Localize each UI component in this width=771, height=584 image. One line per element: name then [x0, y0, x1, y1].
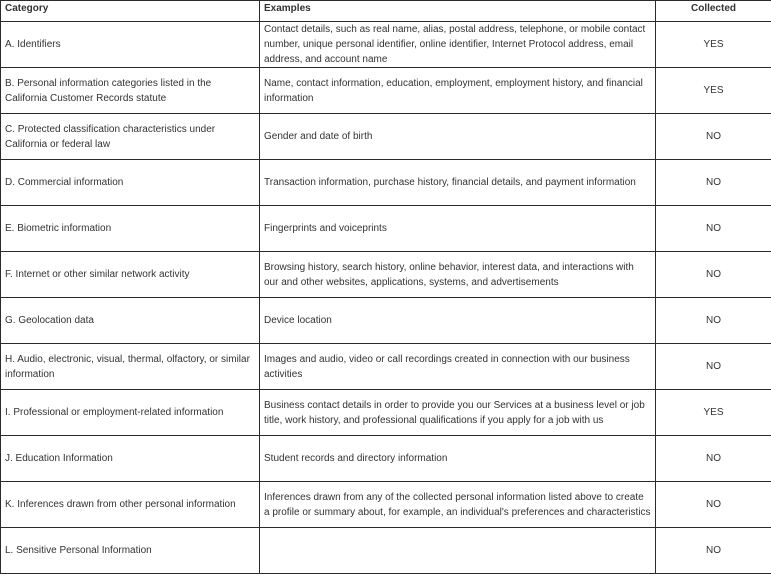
examples-cell: Business contact details in order to provide you our Services at a business level or job title, work history, and professional qualifications if you apply for a job with us: [260, 390, 656, 436]
category-cell: G. Geolocation data: [1, 298, 260, 344]
examples-cell: Fingerprints and voiceprints: [260, 206, 656, 252]
collected-cell: YES: [656, 68, 771, 114]
examples-cell: Inferences drawn from any of the collected personal information listed above to create a profile or summary about, for example, an individual's preferences and characteristics: [260, 482, 656, 528]
examples-cell: [260, 528, 656, 574]
collected-cell: YES: [656, 22, 771, 68]
category-cell: H. Audio, electronic, visual, thermal, olfactory, or similar information: [1, 344, 260, 390]
table-row: [1, 528, 771, 574]
category-cell: F. Internet or other similar network activity: [1, 252, 260, 298]
category-cell: J. Education Information: [1, 436, 260, 482]
examples-cell: Gender and date of birth: [260, 114, 656, 160]
collected-cell: NO: [656, 482, 771, 528]
table-row: [1, 206, 771, 252]
collected-cell: NO: [656, 344, 771, 390]
category-cell: C. Protected classification characteristics under California or federal law: [1, 114, 260, 160]
collected-cell: NO: [656, 528, 771, 574]
category-cell: K. Inferences drawn from other personal information: [1, 482, 260, 528]
collected-column-header: Collected: [656, 1, 771, 22]
collected-cell: NO: [656, 206, 771, 252]
category-cell: B. Personal information categories listed in the California Customer Records statute: [1, 68, 260, 114]
examples-cell: Browsing history, search history, online behavior, interest data, and interactions with our and other websites, applications, systems, and advertisements: [260, 252, 656, 298]
collected-cell: NO: [656, 160, 771, 206]
table-row: [1, 436, 771, 482]
collected-cell: NO: [656, 298, 771, 344]
collected-cell: YES: [656, 390, 771, 436]
collected-cell: NO: [656, 436, 771, 482]
examples-cell: Images and audio, video or call recordings created in connection with our business activities: [260, 344, 656, 390]
collected-cell: NO: [656, 252, 771, 298]
table-row: [1, 22, 771, 68]
category-cell: D. Commercial information: [1, 160, 260, 206]
examples-cell: Student records and directory information: [260, 436, 656, 482]
table-row: [1, 482, 771, 528]
collected-cell: NO: [656, 114, 771, 160]
examples-cell: Transaction information, purchase history, financial details, and payment information: [260, 160, 656, 206]
examples-column-header: Examples: [260, 1, 656, 22]
table-row: [1, 298, 771, 344]
table-row: [1, 252, 771, 298]
table-row: [1, 390, 771, 436]
examples-cell: Device location: [260, 298, 656, 344]
category-cell: I. Professional or employment-related information: [1, 390, 260, 436]
table-row: [1, 344, 771, 390]
table-row: [1, 114, 771, 160]
table-row: [1, 68, 771, 114]
examples-cell: Name, contact information, education, employment, employment history, and financial information: [260, 68, 656, 114]
category-cell: E. Biometric information: [1, 206, 260, 252]
examples-cell: Contact details, such as real name, alias, postal address, telephone, or mobile contact number, unique personal identifier, online identifier, Internet Protocol address, email address, and account name: [260, 22, 656, 68]
table-header-row: [1, 1, 771, 22]
category-cell: L. Sensitive Personal Information: [1, 528, 260, 574]
table-row: [1, 160, 771, 206]
category-column-header: Category: [1, 1, 260, 22]
category-cell: A. Identifiers: [1, 22, 260, 68]
